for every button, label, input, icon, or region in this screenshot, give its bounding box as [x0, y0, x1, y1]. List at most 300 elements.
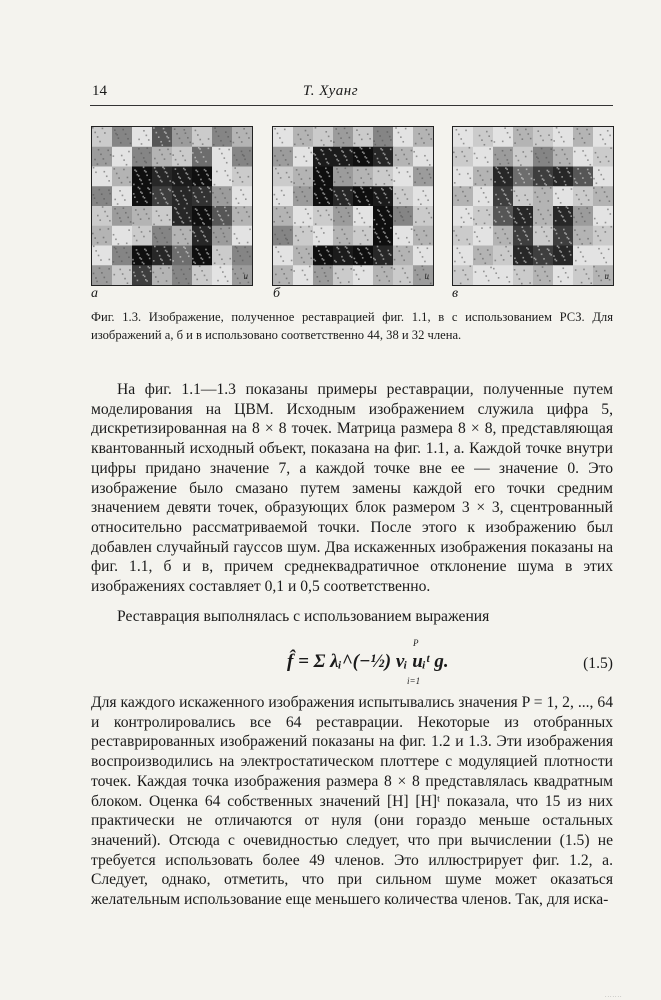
noise-speck — [307, 213, 309, 215]
cell-7-2 — [493, 265, 514, 285]
noise-speck — [248, 282, 250, 284]
noise-speck — [156, 132, 158, 134]
noise-speck — [577, 234, 579, 236]
noise-speck — [458, 239, 460, 241]
noise-speck — [456, 129, 458, 131]
noise-speck — [482, 258, 484, 260]
noise-speck — [361, 139, 363, 141]
noise-speck — [199, 265, 201, 267]
noise-speck — [395, 233, 397, 235]
noise-speck — [114, 208, 116, 210]
noise-speck — [417, 208, 419, 210]
noise-speck — [396, 167, 398, 169]
noise-speck — [575, 260, 577, 262]
noise-speck — [296, 196, 298, 198]
noise-speck — [561, 176, 563, 178]
noise-speck — [188, 186, 190, 188]
noise-speck — [384, 154, 386, 156]
noise-speck — [184, 160, 186, 162]
panel-b-mark: и — [424, 271, 429, 281]
noise-speck — [400, 136, 402, 138]
noise-speck — [141, 183, 143, 185]
noise-speck — [556, 233, 558, 235]
panel-letter-a: а — [91, 286, 98, 301]
noise-speck — [566, 158, 568, 160]
noise-speck — [139, 188, 141, 190]
noise-speck — [574, 151, 576, 153]
noise-speck — [162, 272, 164, 274]
noise-speck — [374, 259, 376, 261]
cell-0-3 — [333, 127, 354, 147]
noise-speck — [346, 238, 348, 240]
noise-speck — [583, 269, 585, 271]
noise-speck — [161, 220, 163, 222]
noise-speck — [134, 196, 136, 198]
noise-speck — [274, 155, 276, 157]
cell-0-3 — [152, 127, 173, 147]
noise-speck — [315, 223, 317, 225]
noise-speck — [522, 178, 524, 180]
noise-speck — [156, 250, 158, 252]
noise-speck — [177, 251, 179, 253]
noise-speck — [380, 202, 382, 204]
noise-speck — [160, 189, 162, 191]
noise-speck — [548, 134, 550, 136]
noise-speck — [222, 220, 224, 222]
noise-speck — [241, 141, 243, 143]
noise-speck — [221, 258, 223, 260]
noise-speck — [585, 155, 587, 157]
noise-speck — [166, 251, 168, 253]
noise-speck — [101, 272, 103, 274]
noise-speck — [573, 138, 575, 140]
noise-speck — [146, 280, 148, 282]
noise-speck — [353, 269, 355, 271]
noise-speck — [535, 153, 537, 155]
noise-speck — [601, 187, 603, 189]
noise-speck — [507, 159, 509, 161]
noise-speck — [277, 160, 279, 162]
noise-speck — [329, 175, 331, 177]
noise-speck — [538, 209, 540, 211]
noise-speck — [600, 240, 602, 242]
noise-speck — [539, 201, 541, 203]
noise-speck — [323, 144, 325, 146]
noise-speck — [297, 134, 299, 136]
noise-speck — [585, 195, 587, 197]
noise-speck — [183, 222, 185, 224]
noise-speck — [298, 252, 300, 254]
noise-speck — [93, 246, 95, 248]
noise-speck — [160, 268, 162, 270]
paragraph-2: Реставрация выполнялась с использованием выражения — [117, 608, 490, 625]
noise-speck — [422, 190, 424, 192]
noise-speck — [540, 135, 542, 137]
noise-speck — [325, 275, 327, 277]
noise-speck — [194, 223, 196, 225]
noise-speck — [166, 214, 168, 216]
noise-speck — [584, 142, 586, 144]
noise-speck — [395, 154, 397, 156]
noise-speck — [100, 259, 102, 261]
noise-speck — [144, 197, 146, 199]
noise-speck — [610, 226, 612, 228]
noise-speck — [133, 157, 135, 159]
noise-speck — [407, 211, 409, 213]
noise-speck — [482, 179, 484, 181]
noise-speck — [600, 174, 602, 176]
noise-speck — [403, 259, 405, 261]
noise-speck — [475, 223, 477, 225]
noise-speck — [303, 156, 305, 158]
noise-speck — [459, 173, 461, 175]
noise-speck — [92, 233, 94, 235]
noise-speck — [229, 189, 231, 191]
noise-speck — [379, 162, 381, 164]
noise-speck — [105, 241, 107, 243]
noise-speck — [141, 258, 143, 260]
noise-speck — [386, 158, 388, 160]
noise-speck — [94, 159, 96, 161]
noise-speck — [168, 267, 170, 269]
noise-speck — [587, 159, 589, 161]
noise-speck — [399, 281, 401, 283]
noise-speck — [357, 196, 359, 198]
noise-speck — [141, 153, 143, 155]
noise-speck — [323, 259, 325, 261]
noise-speck — [347, 172, 349, 174]
cell-5-7 — [232, 226, 252, 246]
noise-speck — [465, 195, 467, 197]
noise-speck — [206, 201, 208, 203]
noise-speck — [236, 247, 238, 249]
noise-speck — [92, 127, 94, 129]
noise-speck — [160, 141, 162, 143]
noise-speck — [222, 271, 224, 273]
noise-speck — [214, 184, 216, 186]
noise-speck — [477, 170, 479, 172]
noise-speck — [382, 140, 384, 142]
noise-speck — [547, 200, 549, 202]
noise-speck — [93, 273, 95, 275]
noise-speck — [150, 182, 152, 184]
noise-speck — [128, 151, 130, 153]
noise-speck — [342, 190, 344, 192]
noise-speck — [199, 254, 201, 256]
noise-speck — [145, 250, 147, 252]
noise-speck — [424, 155, 426, 157]
noise-speck — [465, 274, 467, 276]
figure-c-heatmap — [453, 127, 613, 285]
noise-speck — [316, 246, 318, 248]
noise-speck — [509, 281, 511, 283]
noise-speck — [364, 262, 366, 264]
noise-speck — [322, 150, 324, 152]
noise-speck — [354, 143, 356, 145]
noise-speck — [414, 230, 416, 232]
noise-speck — [369, 138, 371, 140]
noise-speck — [388, 202, 390, 204]
noise-speck — [597, 235, 599, 237]
noise-speck — [128, 256, 130, 258]
noise-speck — [177, 200, 179, 202]
noise-speck — [192, 258, 194, 260]
noise-speck — [290, 151, 292, 153]
noise-speck — [237, 250, 239, 252]
noise-speck — [185, 238, 187, 240]
cell-0-6 — [393, 127, 414, 147]
noise-speck — [308, 253, 310, 255]
noise-speck — [459, 252, 461, 254]
noise-speck — [212, 192, 214, 194]
cell-6-7 — [232, 246, 252, 266]
noise-speck — [285, 159, 287, 161]
noise-speck — [388, 174, 390, 176]
noise-speck — [539, 279, 541, 281]
noise-speck — [121, 182, 123, 184]
noise-speck — [169, 180, 171, 182]
noise-speck — [95, 277, 97, 279]
noise-speck — [494, 260, 496, 262]
noise-speck — [406, 246, 408, 248]
noise-speck — [203, 262, 205, 264]
noise-speck — [556, 154, 558, 156]
noise-speck — [161, 259, 163, 261]
noise-speck — [509, 137, 511, 139]
noise-speck — [113, 261, 115, 263]
noise-speck — [205, 161, 207, 163]
noise-speck — [580, 173, 582, 175]
cell-0-4 — [172, 127, 193, 147]
noise-speck — [333, 141, 335, 143]
noise-speck — [302, 143, 304, 145]
noise-speck — [496, 207, 498, 209]
noise-speck — [184, 169, 186, 171]
noise-speck — [284, 234, 286, 236]
noise-speck — [537, 130, 539, 132]
noise-speck — [454, 261, 456, 263]
noise-speck — [153, 233, 155, 235]
noise-speck — [497, 168, 499, 170]
noise-speck — [589, 173, 591, 175]
noise-speck — [358, 249, 360, 251]
cell-2-0 — [92, 167, 113, 187]
noise-speck — [189, 268, 191, 270]
noise-speck — [416, 234, 418, 236]
noise-speck — [485, 262, 487, 264]
noise-speck — [282, 230, 284, 232]
noise-speck — [120, 221, 122, 223]
noise-speck — [149, 267, 151, 269]
noise-speck — [325, 167, 327, 169]
noise-speck — [566, 167, 568, 169]
noise-speck — [106, 203, 108, 205]
noise-speck — [484, 223, 486, 225]
noise-speck — [288, 282, 290, 284]
noise-speck — [520, 174, 522, 176]
noise-speck — [423, 230, 425, 232]
noise-speck — [573, 217, 575, 219]
noise-speck — [511, 189, 513, 191]
cell-6-6 — [573, 246, 594, 266]
noise-speck — [96, 281, 98, 283]
noise-speck — [379, 280, 381, 282]
noise-speck — [299, 186, 301, 188]
noise-speck — [98, 255, 100, 257]
noise-speck — [239, 176, 241, 178]
noise-speck — [363, 191, 365, 193]
noise-speck — [585, 182, 587, 184]
noise-speck — [316, 236, 318, 238]
noise-speck — [535, 144, 537, 146]
noise-speck — [599, 161, 601, 163]
figure-b-heatmap — [273, 127, 433, 285]
noise-speck — [585, 260, 587, 262]
noise-speck — [527, 133, 529, 135]
noise-speck — [175, 208, 177, 210]
noise-speck — [226, 162, 228, 164]
cell-3-7 — [593, 186, 613, 206]
cell-0-0 — [92, 127, 113, 147]
formula-expression: f̂ = Σ λᵢ^(−½) vᵢ uᵢᵗ g. — [287, 651, 449, 672]
noise-speck — [337, 277, 339, 279]
noise-speck — [510, 204, 512, 206]
noise-speck — [394, 180, 396, 182]
noise-speck — [390, 149, 392, 151]
noise-speck — [295, 235, 297, 237]
cell-0-4 — [353, 127, 374, 147]
noise-speck — [391, 267, 393, 269]
cell-2-2 — [313, 167, 334, 187]
noise-speck — [223, 145, 225, 147]
noise-speck — [522, 151, 524, 153]
noise-speck — [376, 275, 378, 277]
noise-speck — [527, 239, 529, 241]
noise-speck — [565, 221, 567, 223]
noise-speck — [136, 240, 138, 242]
noise-speck — [408, 242, 410, 244]
noise-speck — [604, 191, 606, 193]
noise-speck — [172, 260, 174, 262]
noise-speck — [479, 135, 481, 137]
noise-speck — [308, 147, 310, 149]
noise-speck — [525, 129, 527, 131]
noise-speck — [183, 273, 185, 275]
noise-speck — [132, 259, 134, 261]
noise-speck — [399, 202, 401, 204]
noise-speck — [323, 154, 325, 156]
noise-speck — [334, 181, 336, 183]
noise-speck — [189, 217, 191, 219]
noise-speck — [136, 201, 138, 203]
noise-speck — [543, 258, 545, 260]
noise-speck — [284, 207, 286, 209]
cell-1-6 — [393, 147, 414, 167]
noise-speck — [154, 167, 156, 169]
noise-speck — [300, 226, 302, 228]
noise-speck — [248, 137, 250, 139]
noise-speck — [275, 246, 277, 248]
noise-speck — [340, 147, 342, 149]
noise-speck — [542, 218, 544, 220]
noise-speck — [136, 170, 138, 172]
noise-speck — [294, 222, 296, 224]
noise-speck — [318, 171, 320, 173]
noise-speck — [217, 211, 219, 213]
noise-speck — [304, 196, 306, 198]
noise-speck — [570, 175, 572, 177]
noise-speck — [409, 281, 411, 283]
cell-6-7 — [593, 246, 613, 266]
noise-speck — [375, 184, 377, 186]
noise-speck — [505, 194, 507, 196]
noise-speck — [406, 237, 408, 239]
noise-speck — [291, 269, 293, 271]
noise-speck — [286, 239, 288, 241]
noise-speck — [326, 198, 328, 200]
noise-speck — [189, 190, 191, 192]
noise-speck — [474, 231, 476, 233]
noise-speck — [531, 256, 533, 258]
noise-speck — [192, 143, 194, 145]
noise-speck — [128, 229, 130, 231]
cell-3-7 — [232, 186, 252, 206]
noise-speck — [327, 172, 329, 174]
noise-speck — [186, 203, 188, 205]
noise-speck — [324, 272, 326, 274]
noise-speck — [146, 213, 148, 215]
noise-speck — [570, 243, 572, 245]
noise-speck — [197, 240, 199, 242]
cell-2-0 — [453, 167, 474, 187]
noise-speck — [328, 136, 330, 138]
noise-speck — [99, 267, 101, 269]
noise-speck — [333, 229, 335, 231]
noise-speck — [481, 227, 483, 229]
noise-speck — [367, 200, 369, 202]
noise-speck — [178, 213, 180, 215]
noise-speck — [517, 235, 519, 237]
noise-speck — [143, 236, 145, 238]
noise-speck — [276, 208, 278, 210]
noise-speck — [94, 237, 96, 239]
noise-speck — [188, 255, 190, 257]
noise-speck — [113, 168, 115, 170]
noise-speck — [488, 135, 490, 137]
noise-speck — [561, 242, 563, 244]
noise-speck — [123, 159, 125, 161]
noise-speck — [518, 200, 520, 202]
cell-6-0 — [92, 246, 113, 266]
noise-speck — [199, 227, 201, 229]
cell-4-4 — [172, 206, 193, 226]
noise-speck — [426, 129, 428, 131]
noise-speck — [504, 155, 506, 157]
cell-6-0 — [453, 246, 474, 266]
paragraph-1: На фиг. 1.1—1.3 показаны примеры реставрации, полученные путем моделирования на ЦВМ. Исходным изображением служила цифра 5, дискретизированная на 8 × 8 точек. Матрица размера 8 × 8, представляющая квантованный исходный объект, показана на фиг. 1.1, а. Каждой точке внутри цифры придано значение 7, а каждой точке вне ее — значение 0. Это изображение было смазано путем замены каждой его точки средним значением девяти точек, образующих блок размером 3 × 3, сцентрованный относительно рассматриваемой точки. После этого к изображению был добавлен случайный гауссов шум. Два искаженных изображения показаны на фиг. 1.1, б и в, причем среднеквадратичное отклонение шума в этих изображениях составляет 0,1 и 0,5 соответственно. — [91, 381, 613, 596]
noise-speck — [126, 164, 128, 166]
noise-speck — [610, 147, 612, 149]
noise-speck — [243, 194, 245, 196]
noise-speck — [318, 250, 320, 252]
noise-speck — [119, 217, 121, 219]
noise-speck — [189, 142, 191, 144]
noise-speck — [283, 194, 285, 196]
noise-speck — [161, 144, 163, 146]
noise-speck — [177, 173, 179, 175]
noise-speck — [334, 191, 336, 193]
noise-speck — [177, 164, 179, 166]
